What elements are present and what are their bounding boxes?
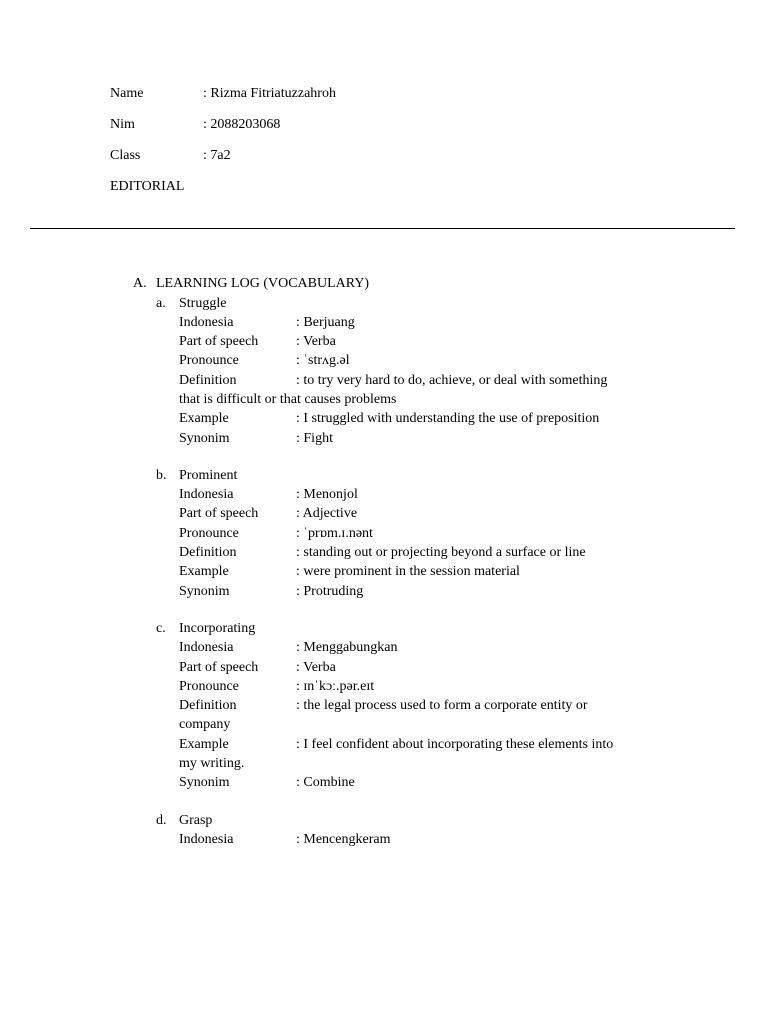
- vocab-word: Grasp: [179, 812, 213, 828]
- entry-marker: d.: [156, 812, 167, 828]
- class-value: : 7a2: [203, 148, 231, 163]
- class-label: Class: [110, 148, 141, 163]
- field-synonim: [156, 582, 633, 601]
- section-marker: A.: [133, 276, 147, 291]
- field-value: : Menggabungkan: [296, 640, 398, 656]
- field-label: Synonim: [179, 430, 230, 446]
- field-value: : ˈstrʌg.əl: [296, 353, 350, 369]
- section-title-text: LEARNING LOG (VOCABULARY): [156, 276, 370, 291]
- field-definition: [156, 543, 633, 562]
- field-value: : Mencengkeram: [296, 831, 391, 847]
- field-synonim: [156, 429, 633, 448]
- field-value: : Protruding: [296, 583, 364, 599]
- field-label: Part of speech: [179, 506, 259, 522]
- vocab-word-line: [156, 619, 633, 638]
- vocab-word: Incorporating: [179, 620, 256, 636]
- field-label: Part of speech: [179, 659, 259, 675]
- nim-value: : 2088203068: [203, 117, 281, 132]
- learning-log-section: [133, 274, 633, 849]
- field-value: : ˈprɒm.ɪ.nənt: [296, 525, 373, 541]
- field-label: Synonim: [179, 775, 230, 791]
- field-indonesia: [156, 830, 633, 849]
- field-value: : I struggled with understanding the use of preposition: [296, 411, 600, 427]
- field-value: : to try very hard to do, achieve, or deal with something that is difficult or that causes problems: [179, 372, 608, 407]
- vocab-entry-grasp: [156, 811, 633, 850]
- field-value: : ɪnˈkɔː.pər.eɪt: [296, 678, 375, 694]
- name-label: Name: [110, 86, 144, 101]
- field-value: : Verba: [296, 659, 336, 675]
- field-pronounce: [156, 524, 633, 543]
- entry-marker: b.: [156, 467, 167, 483]
- field-value: : Berjuang: [296, 314, 355, 330]
- field-label: Pronounce: [179, 678, 239, 694]
- field-definition: [179, 371, 629, 410]
- field-value: : the legal process used to form a corporate entity or company: [179, 698, 588, 733]
- field-label: Example: [179, 411, 229, 427]
- field-label: Pronounce: [179, 525, 239, 541]
- field-part-of-speech: [156, 332, 633, 351]
- field-indonesia: [156, 485, 633, 504]
- field-value: : Menonjol: [296, 487, 358, 503]
- entry-marker: a.: [156, 295, 166, 311]
- field-example: [179, 735, 629, 774]
- field-example: [156, 562, 633, 581]
- field-label: Indonesia: [179, 314, 234, 330]
- vocab-word: Prominent: [179, 467, 238, 483]
- field-value: : Fight: [296, 430, 333, 446]
- field-label: Example: [179, 564, 229, 580]
- vocab-word-line: [156, 294, 633, 313]
- nim-label: Nim: [110, 117, 135, 132]
- field-label: Synonim: [179, 583, 230, 599]
- field-label: Indonesia: [179, 640, 234, 656]
- field-indonesia: [156, 313, 633, 332]
- field-pronounce: [156, 677, 633, 696]
- editorial-heading: EDITORIAL: [110, 179, 185, 194]
- field-part-of-speech: [156, 504, 633, 523]
- vocab-entry-struggle: [156, 294, 633, 448]
- field-value: : were prominent in the session material: [296, 564, 520, 580]
- vocab-entry-incorporating: [156, 619, 633, 793]
- field-label: Definition: [179, 545, 237, 561]
- vocab-word-line: [156, 466, 633, 485]
- name-value: : Rizma Fitriatuzzahroh: [203, 86, 336, 101]
- field-value: : Verba: [296, 334, 336, 350]
- vocab-word: Struggle: [179, 295, 227, 311]
- field-label: Indonesia: [179, 831, 234, 847]
- field-label: Pronounce: [179, 353, 239, 369]
- field-label: Example: [179, 736, 229, 752]
- field-label: Part of speech: [179, 334, 259, 350]
- horizontal-divider: [30, 228, 735, 229]
- field-label: Definition: [179, 698, 237, 714]
- field-part-of-speech: [156, 658, 633, 677]
- vocab-entry-prominent: [156, 466, 633, 601]
- field-definition: [179, 696, 629, 735]
- section-title: [133, 274, 633, 294]
- field-value: : Combine: [296, 775, 355, 791]
- field-value: : standing out or projecting beyond a surface or line: [296, 545, 586, 561]
- field-synonim: [156, 773, 633, 792]
- field-value: : Adjective: [296, 506, 358, 522]
- field-indonesia: [156, 638, 633, 657]
- entry-marker: c.: [156, 620, 166, 636]
- field-example: [179, 409, 629, 428]
- vocab-word-line: [156, 811, 633, 830]
- field-label: Definition: [179, 372, 237, 388]
- field-pronounce: [156, 351, 633, 370]
- field-label: Indonesia: [179, 487, 234, 503]
- field-value: : I feel confident about incorporating these elements into my writing.: [179, 736, 614, 772]
